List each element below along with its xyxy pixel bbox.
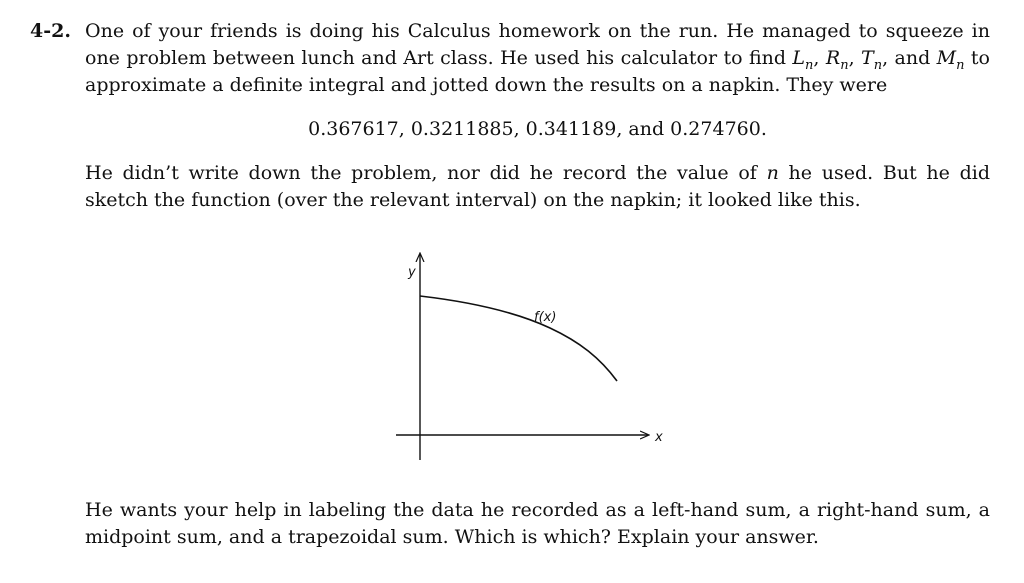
var-l: $L_n$: [792, 47, 814, 73]
var-r: $R_n$: [825, 47, 849, 73]
intro-text: One of your friends is doing his Calculus homework on the run. He managed to squeeze in one problem between lunch and Art class. He used his calculator to find: [85, 20, 990, 69]
var-n: n: [766, 162, 779, 184]
intro-end-text: to approximate a definite integral and jotted down the results on a napkin. They were: [85, 47, 990, 96]
var-m: $M_n$: [936, 47, 965, 73]
sketch-svg: [390, 248, 680, 463]
x-axis-label: x: [655, 430, 663, 445]
problem-paragraph-2: He didn’t write down the problem, nor did he record the value of n he used. But he did sketch the function (over the relevant interval) on the napkin; it looked like this.: [85, 162, 991, 211]
problem-question-block: [30, 497, 990, 551]
problem-number: 4-2.: [30, 20, 71, 42]
curve-fx: [420, 296, 617, 381]
recorded-values: 0.367617, 0.3211885, 0.341189, and 0.274760.: [308, 118, 767, 140]
y-axis-label: y: [408, 265, 416, 280]
problem-question: He wants your help in labeling the data he recorded as a left-hand sum, a right-hand sum, a midpoint sum, and a trapezoidal sum. Which is which? Explain your answer.: [85, 499, 990, 548]
problem-intro: 4-2. One of your friends is doing his Calculus homework on the run. He managed to squeeze in one problem between lunch and Art class. He used his calculator to find $L_n$, $R_n$, $T_n$, and $M_n$ to approximate a definite integral and jotted down the results on a napkin. They were: [30, 20, 990, 96]
var-t: $T_n$: [861, 47, 883, 73]
curve-label: f(x): [534, 310, 557, 325]
function-sketch: [390, 248, 680, 463]
problem-statement: [30, 18, 990, 214]
